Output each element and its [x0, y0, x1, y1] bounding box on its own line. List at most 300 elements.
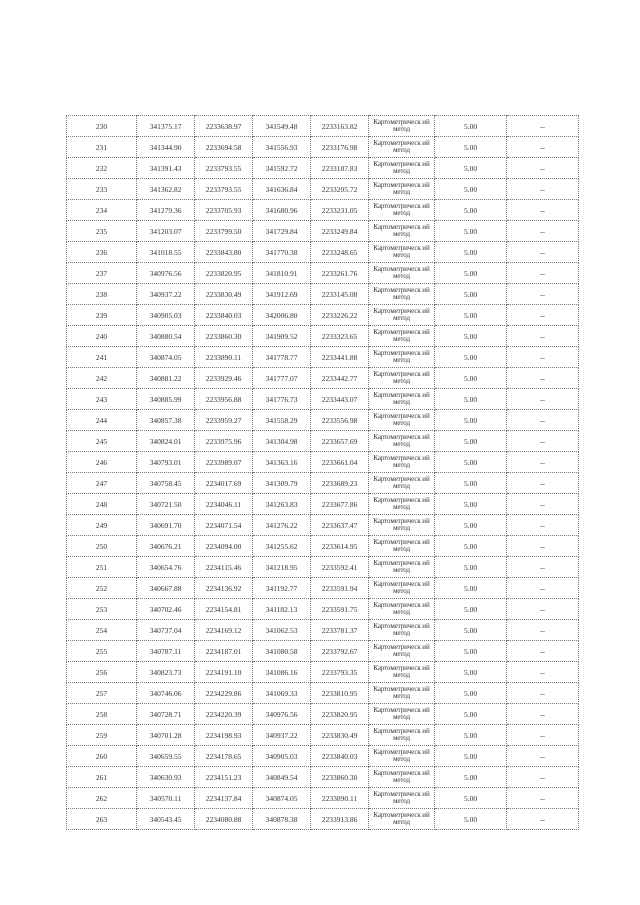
- cell-y-start: 2233959.27: [195, 410, 253, 431]
- cell-y-end: 2233860.30: [311, 767, 369, 788]
- table-row: [67, 368, 579, 389]
- cell-x-start: 340659.55: [137, 746, 195, 767]
- coordinates-table: [66, 115, 579, 830]
- cell-point-number: 233: [67, 179, 137, 200]
- table-row: [67, 788, 579, 809]
- cell-note: --: [507, 725, 579, 746]
- cell-x-start: 340630.93: [137, 767, 195, 788]
- cell-precision: 5.00: [435, 368, 507, 389]
- cell-method: Картометрическ ий метод: [369, 473, 435, 494]
- cell-note: --: [507, 389, 579, 410]
- cell-y-start: 2233843.80: [195, 242, 253, 263]
- cell-y-start: 2233694.58: [195, 137, 253, 158]
- cell-method: Картометрическ ий метод: [369, 578, 435, 599]
- cell-x-end: 341776.73: [253, 389, 311, 410]
- cell-precision: 5.00: [435, 536, 507, 557]
- cell-y-end: 2233840.03: [311, 746, 369, 767]
- cell-precision: 5.00: [435, 284, 507, 305]
- cell-y-start: 2233705.93: [195, 200, 253, 221]
- cell-point-number: 263: [67, 809, 137, 830]
- cell-x-start: 340758.45: [137, 473, 195, 494]
- cell-precision: 5.00: [435, 347, 507, 368]
- cell-y-end: 2233441.88: [311, 347, 369, 368]
- cell-x-start: 340721.50: [137, 494, 195, 515]
- cell-x-start: 340691.70: [137, 515, 195, 536]
- cell-x-end: 340849.54: [253, 767, 311, 788]
- cell-x-end: 340937.22: [253, 725, 311, 746]
- cell-y-end: 2233176.98: [311, 137, 369, 158]
- cell-point-number: 244: [67, 410, 137, 431]
- cell-x-end: 341218.95: [253, 557, 311, 578]
- cell-note: --: [507, 200, 579, 221]
- cell-y-start: 2234137.84: [195, 788, 253, 809]
- cell-y-start: 2234115.46: [195, 557, 253, 578]
- cell-method: Картометрическ ий метод: [369, 620, 435, 641]
- cell-point-number: 255: [67, 641, 137, 662]
- table-row: [67, 305, 579, 326]
- cell-y-end: 2233205.72: [311, 179, 369, 200]
- cell-method: Картометрическ ий метод: [369, 242, 435, 263]
- table-row: [67, 389, 579, 410]
- cell-point-number: 261: [67, 767, 137, 788]
- cell-y-end: 2233677.86: [311, 494, 369, 515]
- cell-precision: 5.00: [435, 179, 507, 200]
- table-row: [67, 725, 579, 746]
- cell-note: --: [507, 746, 579, 767]
- cell-y-start: 2234080.88: [195, 809, 253, 830]
- cell-y-end: 2233810.95: [311, 683, 369, 704]
- cell-x-start: 340881.22: [137, 368, 195, 389]
- cell-y-end: 2233591.75: [311, 599, 369, 620]
- cell-x-start: 341362.82: [137, 179, 195, 200]
- table-row: [67, 221, 579, 242]
- cell-method: Картометрическ ий метод: [369, 221, 435, 242]
- cell-x-start: 341018.55: [137, 242, 195, 263]
- table-row: [67, 767, 579, 788]
- cell-point-number: 252: [67, 578, 137, 599]
- cell-method: Картометрическ ий метод: [369, 389, 435, 410]
- cell-precision: 5.00: [435, 515, 507, 536]
- cell-point-number: 251: [67, 557, 137, 578]
- cell-y-end: 2233591.94: [311, 578, 369, 599]
- cell-method: Картометрическ ий метод: [369, 179, 435, 200]
- cell-precision: 5.00: [435, 809, 507, 830]
- cell-precision: 5.00: [435, 158, 507, 179]
- cell-y-start: 2233830.49: [195, 284, 253, 305]
- cell-method: Картометрическ ий метод: [369, 410, 435, 431]
- cell-y-end: 2233443.07: [311, 389, 369, 410]
- cell-point-number: 247: [67, 473, 137, 494]
- table-row: [67, 200, 579, 221]
- cell-method: Картометрическ ий метод: [369, 494, 435, 515]
- cell-precision: 5.00: [435, 431, 507, 452]
- cell-x-start: 340746.06: [137, 683, 195, 704]
- cell-x-end: 341086.16: [253, 662, 311, 683]
- cell-note: --: [507, 620, 579, 641]
- cell-point-number: 260: [67, 746, 137, 767]
- cell-note: --: [507, 809, 579, 830]
- cell-note: --: [507, 158, 579, 179]
- table-row: [67, 578, 579, 599]
- cell-point-number: 254: [67, 620, 137, 641]
- cell-y-end: 2233830.49: [311, 725, 369, 746]
- cell-y-end: 2233145.08: [311, 284, 369, 305]
- cell-note: --: [507, 599, 579, 620]
- cell-note: --: [507, 473, 579, 494]
- cell-precision: 5.00: [435, 578, 507, 599]
- cell-x-end: 341556.93: [253, 137, 311, 158]
- cell-y-end: 2233614.95: [311, 536, 369, 557]
- table-row: [67, 515, 579, 536]
- cell-x-start: 341391.43: [137, 158, 195, 179]
- cell-x-start: 340885.99: [137, 389, 195, 410]
- cell-y-end: 2233323.65: [311, 326, 369, 347]
- cell-y-start: 2234071.54: [195, 515, 253, 536]
- cell-point-number: 262: [67, 788, 137, 809]
- cell-y-end: 2233890.11: [311, 788, 369, 809]
- cell-point-number: 230: [67, 116, 137, 137]
- cell-note: --: [507, 536, 579, 557]
- cell-y-end: 2233657.69: [311, 431, 369, 452]
- cell-y-start: 2234178.65: [195, 746, 253, 767]
- cell-x-start: 340543.45: [137, 809, 195, 830]
- cell-precision: 5.00: [435, 725, 507, 746]
- cell-note: --: [507, 515, 579, 536]
- cell-note: --: [507, 326, 579, 347]
- cell-y-start: 2233840.03: [195, 305, 253, 326]
- cell-precision: 5.00: [435, 662, 507, 683]
- cell-method: Картометрическ ий метод: [369, 305, 435, 326]
- cell-method: Картометрическ ий метод: [369, 158, 435, 179]
- cell-point-number: 241: [67, 347, 137, 368]
- cell-note: --: [507, 221, 579, 242]
- cell-y-start: 2234191.10: [195, 662, 253, 683]
- cell-point-number: 236: [67, 242, 137, 263]
- cell-method: Картометрическ ий метод: [369, 641, 435, 662]
- cell-x-end: 341069.33: [253, 683, 311, 704]
- cell-x-end: 340874.05: [253, 788, 311, 809]
- cell-note: --: [507, 557, 579, 578]
- cell-x-end: 340905.03: [253, 746, 311, 767]
- cell-point-number: 238: [67, 284, 137, 305]
- table-row: [67, 179, 579, 200]
- cell-y-end: 2233226.22: [311, 305, 369, 326]
- cell-point-number: 232: [67, 158, 137, 179]
- table-row: [67, 326, 579, 347]
- cell-precision: 5.00: [435, 473, 507, 494]
- table-row: [67, 536, 579, 557]
- cell-precision: 5.00: [435, 242, 507, 263]
- cell-method: Картометрическ ий метод: [369, 284, 435, 305]
- cell-y-start: 2233929.46: [195, 368, 253, 389]
- cell-note: --: [507, 494, 579, 515]
- cell-y-end: 2233793.35: [311, 662, 369, 683]
- cell-note: --: [507, 263, 579, 284]
- cell-y-start: 2233793.55: [195, 158, 253, 179]
- cell-precision: 5.00: [435, 137, 507, 158]
- table-row: [67, 263, 579, 284]
- cell-y-end: 2233163.82: [311, 116, 369, 137]
- cell-method: Картометрическ ий метод: [369, 263, 435, 284]
- cell-point-number: 243: [67, 389, 137, 410]
- cell-point-number: 248: [67, 494, 137, 515]
- cell-note: --: [507, 662, 579, 683]
- cell-point-number: 250: [67, 536, 137, 557]
- cell-method: Картометрическ ий метод: [369, 326, 435, 347]
- cell-x-start: 340676.21: [137, 536, 195, 557]
- cell-x-end: 341309.79: [253, 473, 311, 494]
- cell-x-start: 340570.11: [137, 788, 195, 809]
- cell-y-start: 2233989.07: [195, 452, 253, 473]
- cell-x-start: 341344.90: [137, 137, 195, 158]
- cell-y-end: 2233661.04: [311, 452, 369, 473]
- cell-point-number: 257: [67, 683, 137, 704]
- cell-point-number: 246: [67, 452, 137, 473]
- cell-method: Картометрическ ий метод: [369, 368, 435, 389]
- cell-x-end: 341549.48: [253, 116, 311, 137]
- cell-y-start: 2234017.69: [195, 473, 253, 494]
- cell-x-end: 341182.13: [253, 599, 311, 620]
- cell-x-start: 340728.71: [137, 704, 195, 725]
- cell-note: --: [507, 704, 579, 725]
- cell-precision: 5.00: [435, 746, 507, 767]
- cell-x-start: 341279.36: [137, 200, 195, 221]
- cell-method: Картометрическ ий метод: [369, 746, 435, 767]
- cell-y-start: 2234046.11: [195, 494, 253, 515]
- cell-point-number: 249: [67, 515, 137, 536]
- cell-note: --: [507, 767, 579, 788]
- cell-precision: 5.00: [435, 599, 507, 620]
- cell-x-end: 341729.84: [253, 221, 311, 242]
- cell-x-start: 340857.38: [137, 410, 195, 431]
- cell-y-start: 2233956.88: [195, 389, 253, 410]
- cell-precision: 5.00: [435, 200, 507, 221]
- cell-x-start: 340823.73: [137, 662, 195, 683]
- table-row: [67, 662, 579, 683]
- cell-x-end: 341909.52: [253, 326, 311, 347]
- cell-point-number: 258: [67, 704, 137, 725]
- cell-x-start: 340824.01: [137, 431, 195, 452]
- cell-precision: 5.00: [435, 263, 507, 284]
- cell-note: --: [507, 683, 579, 704]
- cell-precision: 5.00: [435, 221, 507, 242]
- cell-note: --: [507, 368, 579, 389]
- cell-x-start: 340976.56: [137, 263, 195, 284]
- cell-x-end: 341255.62: [253, 536, 311, 557]
- cell-x-end: 341062.53: [253, 620, 311, 641]
- cell-x-start: 340702.46: [137, 599, 195, 620]
- cell-y-end: 2233637.47: [311, 515, 369, 536]
- cell-x-end: 341680.96: [253, 200, 311, 221]
- cell-precision: 5.00: [435, 452, 507, 473]
- cell-y-start: 2234136.92: [195, 578, 253, 599]
- cell-x-end: 341263.83: [253, 494, 311, 515]
- cell-y-start: 2234151.23: [195, 767, 253, 788]
- table-row: [67, 557, 579, 578]
- cell-x-start: 340787.11: [137, 641, 195, 662]
- cell-x-start: 341203.07: [137, 221, 195, 242]
- cell-y-start: 2233890.11: [195, 347, 253, 368]
- cell-method: Картометрическ ий метод: [369, 788, 435, 809]
- table-body: [67, 116, 579, 830]
- cell-y-start: 2234220.39: [195, 704, 253, 725]
- cell-y-start: 2234094.00: [195, 536, 253, 557]
- cell-method: Картометрическ ий метод: [369, 662, 435, 683]
- cell-y-start: 2234229.86: [195, 683, 253, 704]
- table-row: [67, 158, 579, 179]
- cell-y-start: 2233860.30: [195, 326, 253, 347]
- cell-method: Картометрическ ий метод: [369, 767, 435, 788]
- cell-x-start: 341375.17: [137, 116, 195, 137]
- cell-note: --: [507, 137, 579, 158]
- cell-precision: 5.00: [435, 788, 507, 809]
- cell-x-end: 341558.29: [253, 410, 311, 431]
- cell-point-number: 259: [67, 725, 137, 746]
- table-row: [67, 746, 579, 767]
- cell-x-end: 341636.84: [253, 179, 311, 200]
- cell-y-end: 2233231.05: [311, 200, 369, 221]
- cell-note: --: [507, 242, 579, 263]
- cell-method: Картометрическ ий метод: [369, 725, 435, 746]
- cell-x-start: 340937.22: [137, 284, 195, 305]
- cell-y-start: 2234198.93: [195, 725, 253, 746]
- cell-y-start: 2233638.97: [195, 116, 253, 137]
- cell-x-end: 341912.69: [253, 284, 311, 305]
- cell-x-end: 341770.38: [253, 242, 311, 263]
- cell-point-number: 235: [67, 221, 137, 242]
- table-row: [67, 137, 579, 158]
- cell-x-start: 340667.88: [137, 578, 195, 599]
- cell-y-end: 2233592.41: [311, 557, 369, 578]
- table-row: [67, 116, 579, 137]
- table-row: [67, 431, 579, 452]
- cell-precision: 5.00: [435, 494, 507, 515]
- cell-note: --: [507, 641, 579, 662]
- cell-precision: 5.00: [435, 410, 507, 431]
- coordinates-table-page: [66, 115, 578, 830]
- cell-y-start: 2234169.12: [195, 620, 253, 641]
- cell-x-end: 341777.07: [253, 368, 311, 389]
- cell-point-number: 242: [67, 368, 137, 389]
- cell-precision: 5.00: [435, 767, 507, 788]
- cell-note: --: [507, 116, 579, 137]
- cell-method: Картометрическ ий метод: [369, 683, 435, 704]
- cell-note: --: [507, 284, 579, 305]
- cell-y-end: 2233248.65: [311, 242, 369, 263]
- cell-y-end: 2233556.98: [311, 410, 369, 431]
- cell-point-number: 237: [67, 263, 137, 284]
- table-row: [67, 704, 579, 725]
- cell-point-number: 245: [67, 431, 137, 452]
- cell-x-end: 341363.16: [253, 452, 311, 473]
- cell-x-end: 340878.38: [253, 809, 311, 830]
- cell-point-number: 239: [67, 305, 137, 326]
- table-row: [67, 683, 579, 704]
- table-row: [67, 473, 579, 494]
- cell-x-start: 340793.01: [137, 452, 195, 473]
- cell-precision: 5.00: [435, 641, 507, 662]
- cell-y-end: 2233781.37: [311, 620, 369, 641]
- table-row: [67, 347, 579, 368]
- cell-note: --: [507, 788, 579, 809]
- cell-note: --: [507, 410, 579, 431]
- table-row: [67, 410, 579, 431]
- table-row: [67, 494, 579, 515]
- table-row: [67, 599, 579, 620]
- table-row: [67, 284, 579, 305]
- cell-point-number: 240: [67, 326, 137, 347]
- cell-method: Картометрическ ий метод: [369, 515, 435, 536]
- cell-method: Картометрическ ий метод: [369, 536, 435, 557]
- cell-note: --: [507, 179, 579, 200]
- cell-x-end: 341778.77: [253, 347, 311, 368]
- cell-precision: 5.00: [435, 704, 507, 725]
- cell-precision: 5.00: [435, 620, 507, 641]
- cell-y-start: 2233820.95: [195, 263, 253, 284]
- cell-y-start: 2234154.81: [195, 599, 253, 620]
- cell-precision: 5.00: [435, 305, 507, 326]
- cell-method: Картометрическ ий метод: [369, 452, 435, 473]
- table-row: [67, 641, 579, 662]
- cell-x-end: 342006.80: [253, 305, 311, 326]
- cell-method: Картометрическ ий метод: [369, 704, 435, 725]
- table-row: [67, 620, 579, 641]
- cell-x-end: 341592.72: [253, 158, 311, 179]
- cell-x-end: 341080.58: [253, 641, 311, 662]
- cell-y-end: 2233792.67: [311, 641, 369, 662]
- cell-note: --: [507, 452, 579, 473]
- cell-y-start: 2233793.55: [195, 179, 253, 200]
- table-row: [67, 452, 579, 473]
- cell-point-number: 256: [67, 662, 137, 683]
- cell-y-end: 2233261.76: [311, 263, 369, 284]
- cell-x-end: 341810.91: [253, 263, 311, 284]
- cell-x-start: 340654.76: [137, 557, 195, 578]
- cell-x-end: 340976.56: [253, 704, 311, 725]
- cell-method: Картометрическ ий метод: [369, 599, 435, 620]
- cell-x-start: 340905.03: [137, 305, 195, 326]
- cell-y-start: 2234187.01: [195, 641, 253, 662]
- cell-precision: 5.00: [435, 389, 507, 410]
- table-row: [67, 242, 579, 263]
- cell-method: Картометрическ ий метод: [369, 347, 435, 368]
- cell-method: Картометрическ ий метод: [369, 557, 435, 578]
- cell-y-start: 2233799.50: [195, 221, 253, 242]
- cell-note: --: [507, 578, 579, 599]
- cell-precision: 5.00: [435, 116, 507, 137]
- cell-x-start: 340880.54: [137, 326, 195, 347]
- cell-note: --: [507, 305, 579, 326]
- cell-method: Картометрическ ий метод: [369, 137, 435, 158]
- cell-method: Картометрическ ий метод: [369, 431, 435, 452]
- cell-precision: 5.00: [435, 683, 507, 704]
- cell-y-end: 2233820.95: [311, 704, 369, 725]
- cell-point-number: 231: [67, 137, 137, 158]
- cell-method: Картометрическ ий метод: [369, 200, 435, 221]
- cell-y-end: 2233187.83: [311, 158, 369, 179]
- cell-y-end: 2233689.23: [311, 473, 369, 494]
- cell-method: Картометрическ ий метод: [369, 116, 435, 137]
- cell-y-end: 2233249.84: [311, 221, 369, 242]
- cell-note: --: [507, 347, 579, 368]
- cell-point-number: 253: [67, 599, 137, 620]
- cell-note: --: [507, 431, 579, 452]
- cell-y-end: 2233913.86: [311, 809, 369, 830]
- cell-y-start: 2233975.96: [195, 431, 253, 452]
- cell-x-start: 340701.28: [137, 725, 195, 746]
- cell-method: Картометрическ ий метод: [369, 809, 435, 830]
- cell-x-start: 340874.05: [137, 347, 195, 368]
